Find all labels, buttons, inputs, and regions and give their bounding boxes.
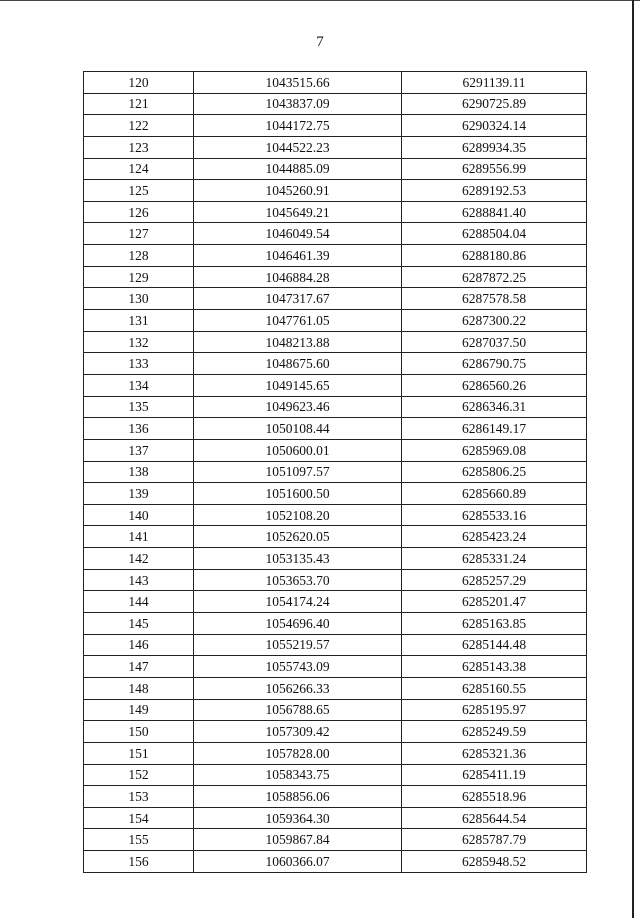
x-coordinate-cell: 1051600.50 [194, 483, 402, 505]
point-number-cell: 153 [84, 786, 194, 808]
y-coordinate-cell: 6289556.99 [402, 158, 587, 180]
table-row [84, 93, 587, 115]
point-number-cell: 143 [84, 569, 194, 591]
y-coordinate-cell: 6286346.31 [402, 396, 587, 418]
x-coordinate-cell: 1058856.06 [194, 786, 402, 808]
x-coordinate-cell: 1044885.09 [194, 158, 402, 180]
table-row [84, 699, 587, 721]
x-coordinate-cell: 1045260.91 [194, 180, 402, 202]
x-coordinate-cell: 1052620.05 [194, 526, 402, 548]
point-number-cell: 155 [84, 829, 194, 851]
table-row [84, 288, 587, 310]
table-row [84, 158, 587, 180]
point-number-cell: 151 [84, 742, 194, 764]
y-coordinate-cell: 6289192.53 [402, 180, 587, 202]
y-coordinate-cell: 6290324.14 [402, 115, 587, 137]
y-coordinate-cell: 6285533.16 [402, 504, 587, 526]
x-coordinate-cell: 1057828.00 [194, 742, 402, 764]
table-row [84, 504, 587, 526]
table-row [84, 656, 587, 678]
x-coordinate-cell: 1048213.88 [194, 331, 402, 353]
point-number-cell: 138 [84, 461, 194, 483]
point-number-cell: 130 [84, 288, 194, 310]
point-number-cell: 150 [84, 721, 194, 743]
table-row [84, 764, 587, 786]
point-number-cell: 148 [84, 677, 194, 699]
x-coordinate-cell: 1046884.28 [194, 266, 402, 288]
table-row [84, 72, 587, 94]
table-row [84, 245, 587, 267]
x-coordinate-cell: 1059364.30 [194, 807, 402, 829]
coordinates-table [83, 71, 587, 873]
point-number-cell: 121 [84, 93, 194, 115]
y-coordinate-cell: 6285787.79 [402, 829, 587, 851]
table-row [84, 677, 587, 699]
y-coordinate-cell: 6285806.25 [402, 461, 587, 483]
y-coordinate-cell: 6287578.58 [402, 288, 587, 310]
x-coordinate-cell: 1049145.65 [194, 374, 402, 396]
point-number-cell: 127 [84, 223, 194, 245]
table-row [84, 613, 587, 635]
table-row [84, 851, 587, 873]
page-number: 7 [316, 34, 324, 50]
y-coordinate-cell: 6289934.35 [402, 136, 587, 158]
x-coordinate-cell: 1059867.84 [194, 829, 402, 851]
table-row [84, 569, 587, 591]
y-coordinate-cell: 6285163.85 [402, 613, 587, 635]
point-number-cell: 156 [84, 851, 194, 873]
x-coordinate-cell: 1060366.07 [194, 851, 402, 873]
y-coordinate-cell: 6291139.11 [402, 72, 587, 94]
table-row [84, 396, 587, 418]
point-number-cell: 131 [84, 310, 194, 332]
y-coordinate-cell: 6285160.55 [402, 677, 587, 699]
y-coordinate-cell: 6285518.96 [402, 786, 587, 808]
y-coordinate-cell: 6286560.26 [402, 374, 587, 396]
page-edge-top [0, 0, 640, 1]
point-number-cell: 137 [84, 439, 194, 461]
y-coordinate-cell: 6285201.47 [402, 591, 587, 613]
point-number-cell: 152 [84, 764, 194, 786]
y-coordinate-cell: 6287037.50 [402, 331, 587, 353]
point-number-cell: 139 [84, 483, 194, 505]
y-coordinate-cell: 6286790.75 [402, 353, 587, 375]
point-number-cell: 124 [84, 158, 194, 180]
y-coordinate-cell: 6285144.48 [402, 634, 587, 656]
y-coordinate-cell: 6285948.52 [402, 851, 587, 873]
y-coordinate-cell: 6285249.59 [402, 721, 587, 743]
y-coordinate-cell: 6290725.89 [402, 93, 587, 115]
table-row [84, 310, 587, 332]
x-coordinate-cell: 1056788.65 [194, 699, 402, 721]
y-coordinate-cell: 6288841.40 [402, 201, 587, 223]
x-coordinate-cell: 1047317.67 [194, 288, 402, 310]
y-coordinate-cell: 6285411.19 [402, 764, 587, 786]
x-coordinate-cell: 1043515.66 [194, 72, 402, 94]
table-row [84, 331, 587, 353]
y-coordinate-cell: 6288180.86 [402, 245, 587, 267]
y-coordinate-cell: 6285331.24 [402, 548, 587, 570]
x-coordinate-cell: 1057309.42 [194, 721, 402, 743]
x-coordinate-cell: 1044522.23 [194, 136, 402, 158]
x-coordinate-cell: 1054174.24 [194, 591, 402, 613]
point-number-cell: 134 [84, 374, 194, 396]
point-number-cell: 142 [84, 548, 194, 570]
table-row [84, 136, 587, 158]
point-number-cell: 135 [84, 396, 194, 418]
y-coordinate-cell: 6285257.29 [402, 569, 587, 591]
point-number-cell: 122 [84, 115, 194, 137]
table-row [84, 721, 587, 743]
y-coordinate-cell: 6285644.54 [402, 807, 587, 829]
y-coordinate-cell: 6285321.36 [402, 742, 587, 764]
point-number-cell: 149 [84, 699, 194, 721]
x-coordinate-cell: 1044172.75 [194, 115, 402, 137]
x-coordinate-cell: 1045649.21 [194, 201, 402, 223]
x-coordinate-cell: 1053653.70 [194, 569, 402, 591]
point-number-cell: 120 [84, 72, 194, 94]
table-row [84, 353, 587, 375]
table-row [84, 548, 587, 570]
x-coordinate-cell: 1055219.57 [194, 634, 402, 656]
table-row [84, 439, 587, 461]
x-coordinate-cell: 1054696.40 [194, 613, 402, 635]
point-number-cell: 140 [84, 504, 194, 526]
point-number-cell: 132 [84, 331, 194, 353]
table-row [84, 180, 587, 202]
coordinates-table-body [84, 72, 587, 873]
x-coordinate-cell: 1055743.09 [194, 656, 402, 678]
x-coordinate-cell: 1058343.75 [194, 764, 402, 786]
point-number-cell: 141 [84, 526, 194, 548]
table-row [84, 742, 587, 764]
table-row [84, 201, 587, 223]
point-number-cell: 146 [84, 634, 194, 656]
y-coordinate-cell: 6285143.38 [402, 656, 587, 678]
x-coordinate-cell: 1050600.01 [194, 439, 402, 461]
table-row [84, 223, 587, 245]
point-number-cell: 133 [84, 353, 194, 375]
table-row [84, 829, 587, 851]
table-row [84, 418, 587, 440]
table-row [84, 526, 587, 548]
y-coordinate-cell: 6285660.89 [402, 483, 587, 505]
x-coordinate-cell: 1043837.09 [194, 93, 402, 115]
x-coordinate-cell: 1048675.60 [194, 353, 402, 375]
table-row [84, 115, 587, 137]
table-row [84, 634, 587, 656]
table-row [84, 266, 587, 288]
x-coordinate-cell: 1053135.43 [194, 548, 402, 570]
table-row [84, 807, 587, 829]
table-row [84, 374, 587, 396]
x-coordinate-cell: 1051097.57 [194, 461, 402, 483]
x-coordinate-cell: 1050108.44 [194, 418, 402, 440]
y-coordinate-cell: 6285423.24 [402, 526, 587, 548]
point-number-cell: 144 [84, 591, 194, 613]
x-coordinate-cell: 1046461.39 [194, 245, 402, 267]
y-coordinate-cell: 6285195.97 [402, 699, 587, 721]
x-coordinate-cell: 1046049.54 [194, 223, 402, 245]
table-row [84, 461, 587, 483]
table-row [84, 591, 587, 613]
y-coordinate-cell: 6285969.08 [402, 439, 587, 461]
table-row [84, 483, 587, 505]
y-coordinate-cell: 6286149.17 [402, 418, 587, 440]
x-coordinate-cell: 1047761.05 [194, 310, 402, 332]
point-number-cell: 136 [84, 418, 194, 440]
point-number-cell: 129 [84, 266, 194, 288]
point-number-cell: 145 [84, 613, 194, 635]
point-number-cell: 154 [84, 807, 194, 829]
point-number-cell: 125 [84, 180, 194, 202]
page-edge-right [632, 0, 634, 918]
table-row [84, 786, 587, 808]
x-coordinate-cell: 1049623.46 [194, 396, 402, 418]
y-coordinate-cell: 6287300.22 [402, 310, 587, 332]
x-coordinate-cell: 1056266.33 [194, 677, 402, 699]
point-number-cell: 147 [84, 656, 194, 678]
point-number-cell: 123 [84, 136, 194, 158]
point-number-cell: 126 [84, 201, 194, 223]
point-number-cell: 128 [84, 245, 194, 267]
x-coordinate-cell: 1052108.20 [194, 504, 402, 526]
y-coordinate-cell: 6287872.25 [402, 266, 587, 288]
y-coordinate-cell: 6288504.04 [402, 223, 587, 245]
